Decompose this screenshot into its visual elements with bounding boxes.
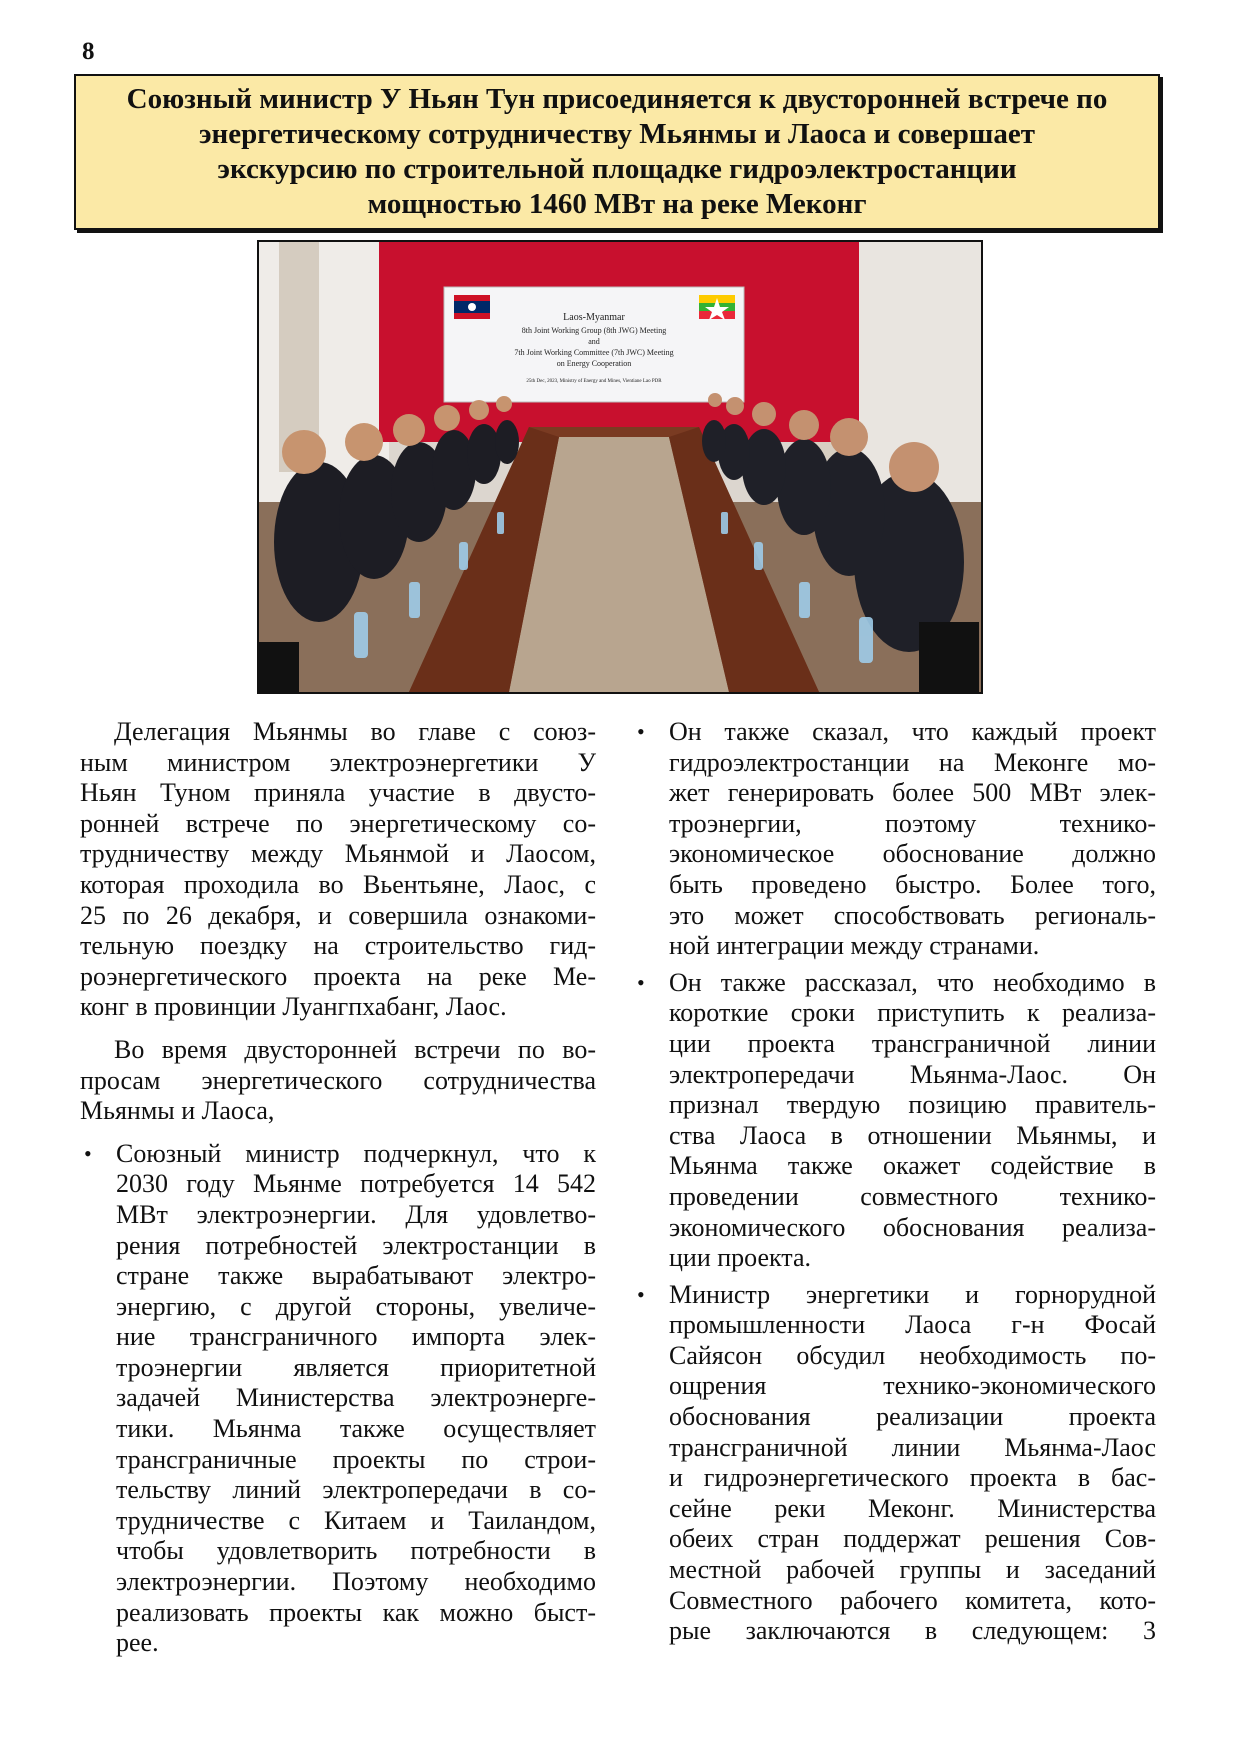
text-line: рые заключаются в следующем: 3: [669, 1616, 1156, 1646]
text-line: и гидроэнергетического проекта в бас-: [669, 1463, 1156, 1493]
text-line: ции проекта.: [669, 1243, 812, 1273]
headline-line: экскурсию по строительной площадке гидроэлектростанции: [217, 153, 1017, 185]
banner-line: on Energy Cooperation: [556, 359, 632, 368]
text-line: промышленности Лаоса г-н Фосай: [669, 1310, 1156, 1340]
text-line: местной рабочей группы и заседаний: [669, 1555, 1156, 1585]
text-line: трудничеству между Мьянмой и Лаосом,: [80, 839, 596, 869]
text-line: Сайясон обсудил необходимость по-: [669, 1340, 1156, 1370]
bullet-item: [633, 1280, 1156, 1647]
text-line: задачей Министерства электроэнерге-: [116, 1383, 596, 1413]
text-line: стране также вырабатывают электро-: [116, 1261, 596, 1291]
text-line: Он также сказал, что каждый проект: [669, 717, 1156, 746]
text-line: Он также рассказал, что необходимо в: [669, 967, 1156, 997]
banner-title: Laos-Myanmar: [563, 312, 625, 323]
text-line: Союзный министр подчеркнул, что к: [116, 1138, 596, 1168]
text-line: ции проекта трансграничной линии: [669, 1028, 1156, 1058]
intro-paragraph: [80, 717, 596, 1023]
text-line: быть проведено быстро. Более того,: [669, 869, 1156, 899]
text-line: ства Лаоса в отношении Мьянмы, и: [669, 1120, 1156, 1150]
text-line: Ньян Туном приняла участие в двусто-: [80, 778, 596, 808]
text-line: проведении совместного технико-: [669, 1181, 1156, 1211]
banner-line: and: [588, 337, 600, 346]
bullet-item: [633, 717, 1156, 962]
text-line: Мьянма также окажет содействие в: [669, 1151, 1156, 1181]
text-line: гидроэлектростанции на Меконге мо-: [669, 747, 1156, 777]
text-line: ощрения технико-экономического: [669, 1371, 1156, 1401]
text-line: трансграничные проекты по строи-: [116, 1444, 596, 1474]
bullet-icon: •: [637, 1281, 645, 1307]
meeting-photo: [257, 240, 983, 694]
text-line: чтобы удовлетворить потребности в: [116, 1536, 596, 1566]
text-line: трудничестве с Китаем и Таиландом,: [116, 1505, 596, 1535]
text-line: 2030 году Мьянме потребуется 14 542: [116, 1169, 596, 1199]
text-line: экономического обоснования реализа-: [669, 1212, 1156, 1242]
text-line: ние трансграничного импорта элек-: [116, 1322, 596, 1352]
text-line: обеих стран поддержат решения Сов-: [669, 1524, 1156, 1554]
text-line: ной интеграции между странами.: [669, 931, 1040, 961]
text-line: электропередачи Мьянма-Лаос. Он: [669, 1059, 1156, 1089]
text-line: короткие сроки приступить к реализа-: [669, 998, 1156, 1028]
text-line: экономическое обоснование должно: [669, 839, 1156, 869]
left-column: [80, 717, 596, 1665]
headline-line: Союзный министр У Ньян Тун присоединяется к двусторонней встрече по: [126, 83, 1108, 115]
text-line: конг в провинции Луангпхабанг, Лаос.: [80, 992, 507, 1022]
banner-line: 25th Dec, 2023, Ministry of Energy and Mines, Vientiane Lao PDR: [526, 379, 662, 384]
text-line: просам энергетического сотрудничества: [80, 1065, 596, 1095]
text-line: ронней встрече по энергетическому со-: [80, 808, 596, 838]
text-line: Во время двусторонней встречи по во-: [114, 1034, 596, 1064]
text-line: реализовать проекты как можно быст-: [116, 1597, 596, 1627]
text-line: сейне реки Меконг. Министерства: [669, 1493, 1156, 1523]
page-number: 8: [82, 38, 95, 65]
text-line: это может способствовать региональ-: [669, 900, 1156, 930]
text-line: МВт электроэнергии. Для удовлетво-: [116, 1199, 596, 1229]
text-line: 25 по 26 декабря, и совершила ознакоми-: [80, 900, 596, 930]
text-line: Совместного рабочего комитета, кото-: [669, 1585, 1156, 1615]
meeting-paragraph: [80, 1035, 596, 1127]
text-line: троэнергии, поэтому технико-: [669, 808, 1156, 838]
text-line: рения потребностей электростанции в: [116, 1230, 596, 1260]
text-line: признал твердую позицию правитель-: [669, 1090, 1156, 1120]
bullet-icon: •: [637, 969, 645, 995]
text-line: ным министром электроэнергетики У: [80, 747, 596, 777]
text-line: жет генерировать более 500 МВт элек-: [669, 778, 1156, 808]
text-line: тельную поездку на строительство гид-: [80, 931, 596, 961]
headline-line: энергетическому сотрудничеству Мьянмы и Лаоса и совершает: [199, 118, 1035, 150]
text-line: обоснования реализации проекта: [669, 1402, 1156, 1432]
bullet-icon: •: [637, 719, 645, 744]
text-line: тельству линий электропередачи в со-: [116, 1475, 596, 1505]
text-line: трансграничной линии Мьянма-Лаос: [669, 1432, 1156, 1462]
text-line: рее.: [116, 1628, 159, 1658]
banner-line: 7th Joint Working Committee (7th JWC) Meeting: [514, 348, 674, 357]
text-line: троэнергии является приоритетной: [116, 1352, 596, 1382]
text-line: Министр энергетики и горнорудной: [669, 1279, 1156, 1309]
text-line: тики. Мьянма также осуществляет: [116, 1414, 596, 1444]
headline-line: мощностью 1460 МВт на реке Меконг: [367, 188, 867, 220]
text-line: Делегация Мьянмы во главе с союз-: [114, 717, 596, 746]
text-line: роэнергетического проекта на реке Ме-: [80, 961, 596, 991]
banner-line: 8th Joint Working Group (8th JWG) Meeting: [521, 326, 667, 335]
right-column: [633, 717, 1156, 1653]
text-line: электроэнергии. Поэтому необходимо: [116, 1567, 596, 1597]
text-line: Мьянмы и Лаоса,: [80, 1096, 275, 1126]
headline-box: [74, 74, 1160, 230]
text-line: энергию, с другой стороны, увеличе-: [116, 1291, 596, 1321]
bullet-item: [80, 1139, 596, 1659]
bullet-icon: •: [84, 1140, 92, 1166]
bullet-item: [633, 968, 1156, 1274]
text-line: которая проходила во Вьентьяне, Лаос, с: [80, 869, 596, 899]
